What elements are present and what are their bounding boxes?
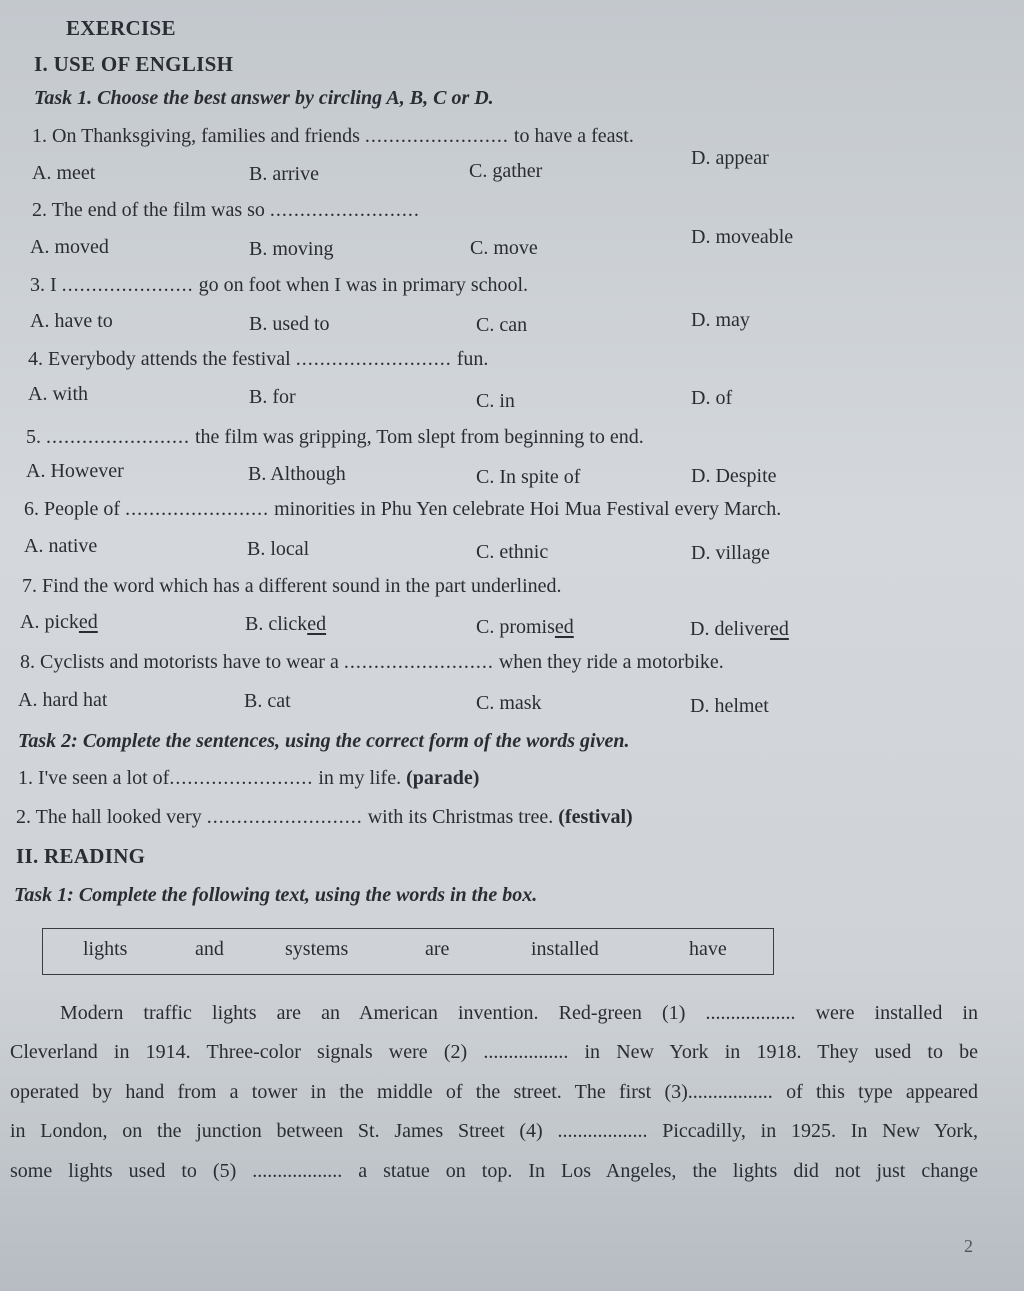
option-stem: C. promis xyxy=(476,616,555,638)
box-word: installed xyxy=(531,938,599,960)
option-d[interactable]: D. may xyxy=(691,309,750,331)
section-reading-title: II. READING xyxy=(16,844,146,868)
question-text: fun. xyxy=(456,348,489,370)
option-c[interactable]: C. In spite of xyxy=(476,466,581,488)
question-text: 1. I've seen a lot of xyxy=(18,767,170,789)
question-text: 2. The end of the film was so xyxy=(32,199,265,221)
question-7: 7. Find the word which has a different sound in the part underlined. xyxy=(22,575,562,597)
option-a[interactable] xyxy=(20,611,98,634)
question-4 xyxy=(28,348,488,371)
option-c[interactable]: C. gather xyxy=(469,160,543,182)
box-word: and xyxy=(195,938,224,960)
passage-line: in London, on the junction between St. James Street (4) .................. Piccadilly, in 1925. In New York, xyxy=(10,1120,978,1142)
passage-line: Modern traffic lights are an American invention. Red-green (1) .................. were installed in xyxy=(60,1002,978,1024)
question-6 xyxy=(24,498,781,521)
option-a[interactable]: A. However xyxy=(26,460,124,482)
box-word: lights xyxy=(83,938,128,960)
question-text: when they ride a motorbike. xyxy=(498,651,724,673)
option-a[interactable]: A. have to xyxy=(30,310,113,332)
option-a[interactable]: A. native xyxy=(24,535,98,557)
option-b[interactable]: B. moving xyxy=(249,238,334,260)
option-d[interactable] xyxy=(690,618,789,641)
question-text: 8. Cyclists and motorists have to wear a xyxy=(20,651,339,673)
question-1 xyxy=(32,125,634,148)
option-a[interactable]: A. moved xyxy=(30,236,109,258)
question-2 xyxy=(32,199,419,222)
box-word: systems xyxy=(285,938,349,960)
question-text: 6. People of xyxy=(24,498,121,520)
given-word: (festival) xyxy=(558,806,633,828)
option-b[interactable]: B. for xyxy=(249,386,296,408)
section-use-of-english-title: I. USE OF ENGLISH xyxy=(34,52,234,76)
page-number: 2 xyxy=(964,1236,973,1256)
answer-blank: .......................... xyxy=(206,806,363,828)
option-c[interactable]: C. ethnic xyxy=(476,541,549,563)
answer-blank: ........................ xyxy=(169,767,314,789)
task2-item-1 xyxy=(18,767,479,790)
option-c[interactable]: C. mask xyxy=(476,692,542,714)
question-text: 4. Everybody attends the festival xyxy=(28,348,291,370)
question-text: in my life. xyxy=(318,767,402,789)
option-a[interactable]: A. meet xyxy=(32,162,96,184)
given-word: (parade) xyxy=(406,767,480,789)
option-d[interactable]: D. appear xyxy=(691,147,769,169)
passage-line: some lights used to (5) .................. a statue on top. In Los Angeles, the lights did not just change xyxy=(10,1160,978,1182)
option-stem: D. deliver xyxy=(690,618,770,640)
exercise-header: EXERCISE xyxy=(66,16,176,40)
question-8 xyxy=(20,651,724,674)
passage-line: operated by hand from a tower in the middle of the street. The first (3)................. of this type appeared xyxy=(10,1081,978,1103)
underlined-part: ed xyxy=(78,611,98,633)
answer-blank: ........................ xyxy=(46,426,190,448)
underlined-part: ed xyxy=(769,618,789,640)
option-d[interactable]: D. of xyxy=(691,387,733,409)
task2-item-2 xyxy=(16,806,633,829)
option-b[interactable]: B. Although xyxy=(248,463,346,485)
answer-blank: ........................ xyxy=(125,498,270,520)
option-a[interactable]: A. hard hat xyxy=(18,689,108,711)
option-stem: A. pick xyxy=(20,611,79,633)
underlined-part: ed xyxy=(307,613,327,635)
option-b[interactable]: B. arrive xyxy=(249,163,319,185)
option-c[interactable]: C. in xyxy=(476,390,515,412)
answer-blank: ......................... xyxy=(343,651,494,673)
option-b[interactable] xyxy=(245,613,326,636)
option-b[interactable]: B. used to xyxy=(249,313,330,335)
task1-instruction: Task 1. Choose the best answer by circling A, B, C or D. xyxy=(34,87,494,109)
option-d[interactable]: D. village xyxy=(691,542,770,564)
reading-task1-instruction: Task 1: Complete the following text, using the words in the box. xyxy=(14,884,538,906)
passage-line: Cleverland in 1914. Three-color signals were (2) ................. in New York in 1918. They used to be xyxy=(10,1041,978,1063)
underlined-part: ed xyxy=(554,616,574,638)
question-text: 1. On Thanksgiving, families and friends xyxy=(32,125,360,147)
question-text: the film was gripping, Tom slept from beginning to end. xyxy=(195,426,644,448)
answer-blank: ........................ xyxy=(364,125,509,147)
question-text: . xyxy=(413,199,419,221)
option-c[interactable]: C. can xyxy=(476,314,528,336)
question-5 xyxy=(26,426,644,449)
option-b[interactable]: B. cat xyxy=(244,690,291,712)
option-stem: B. click xyxy=(245,613,308,635)
question-text: 3. I xyxy=(30,274,57,296)
option-d[interactable]: D. Despite xyxy=(691,465,777,487)
option-a[interactable]: A. with xyxy=(28,383,88,405)
answer-blank: ........................ xyxy=(269,199,414,221)
option-c[interactable] xyxy=(476,616,574,639)
question-text: go on foot when I was in primary school. xyxy=(198,274,529,296)
box-word: have xyxy=(689,938,727,960)
word-box xyxy=(42,928,774,975)
option-c[interactable]: C. move xyxy=(470,237,538,259)
box-word: are xyxy=(425,938,450,960)
question-text: 2. The hall looked very xyxy=(16,806,202,828)
question-3 xyxy=(30,274,528,297)
question-text: with its Christmas tree. xyxy=(367,806,554,828)
task2-instruction: Task 2: Complete the sentences, using the correct form of the words given. xyxy=(18,730,630,752)
question-text: minorities in Phu Yen celebrate Hoi Mua Festival every March. xyxy=(274,498,782,520)
question-text: to have a feast. xyxy=(513,125,634,147)
option-d[interactable]: D. moveable xyxy=(691,226,794,248)
option-b[interactable]: B. local xyxy=(247,538,310,560)
answer-blank: ...................... xyxy=(61,274,194,296)
answer-blank: .......................... xyxy=(295,348,452,370)
question-text: 5. xyxy=(26,426,41,448)
option-d[interactable]: D. helmet xyxy=(690,695,769,717)
